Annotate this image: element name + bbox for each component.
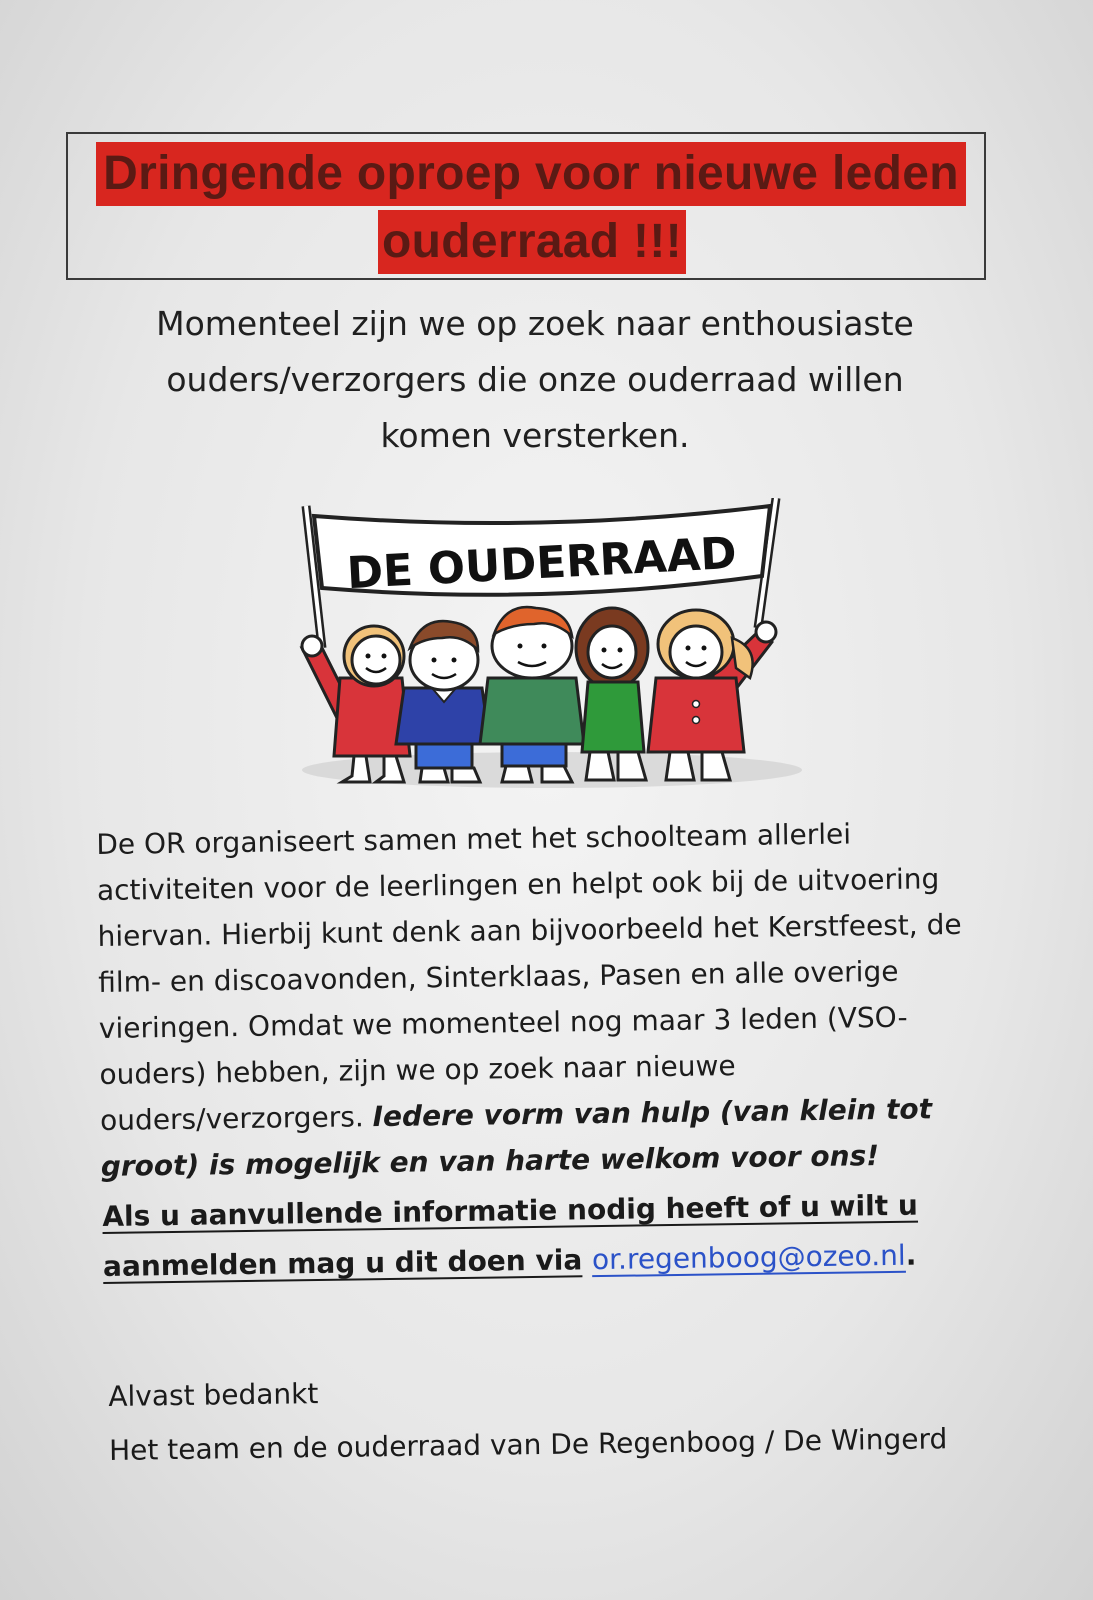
header-box bbox=[66, 132, 986, 280]
body-line: vieringen. Omdat we momenteel nog maar 3 leden (VSO- bbox=[98, 1000, 908, 1045]
body-line: hiervan. Hierbij kunt denk aan bijvoorbeeld het Kerstfeest, de bbox=[97, 907, 962, 953]
contact-call-to-action bbox=[102, 1179, 1003, 1292]
email-link[interactable]: or.regenboog@ozeo.nl bbox=[591, 1238, 906, 1277]
body-plain-part: ouders/verzorgers. bbox=[99, 1100, 373, 1137]
children-holding-banner-illustration bbox=[292, 498, 812, 803]
cta-line-2: aanmelden mag u dit doen via bbox=[102, 1243, 583, 1283]
body-line: ouders) hebben, zijn we op zoek naar nieuwe bbox=[99, 1049, 736, 1091]
closing bbox=[108, 1359, 1009, 1476]
header-line-2: ouderraad !!! bbox=[378, 210, 686, 274]
body-line: activiteiten voor de leerlingen en helpt ook bij de uitvoering bbox=[96, 862, 940, 907]
logo-banner-text: DE OUDERRAAD bbox=[345, 527, 742, 600]
intro-line-1: Momenteel zijn we op zoek naar enthousiaste bbox=[156, 304, 914, 343]
intro-text bbox=[90, 296, 980, 464]
closing-signature: Het team en de ouderraad van De Regenboog / De Wingerd bbox=[108, 1422, 948, 1467]
intro-line-2: ouders/verzorgers die onze ouderraad willen bbox=[166, 360, 904, 399]
header-line-1: Dringende oproep voor nieuwe leden bbox=[96, 142, 966, 206]
body-line: De OR organiseert samen met het schoolteam allerlei bbox=[96, 817, 852, 861]
intro-line-3: komen versterken. bbox=[380, 416, 690, 455]
body-emphasis-part-2: groot) is mogelijk en van harte welkom voor ons! bbox=[100, 1139, 880, 1183]
body-emphasis-part-1: Iedere vorm van hulp (van klein tot bbox=[372, 1092, 933, 1134]
cta-line-1: Als u aanvullende informatie nodig heeft of u wilt u bbox=[102, 1188, 919, 1233]
closing-thanks: Alvast bedankt bbox=[108, 1377, 319, 1413]
body-paragraph bbox=[96, 809, 1001, 1190]
body-line: film- en discoavonden, Sinterklaas, Pasen en alle overige bbox=[98, 954, 899, 999]
cta-trailing: . bbox=[905, 1238, 917, 1272]
